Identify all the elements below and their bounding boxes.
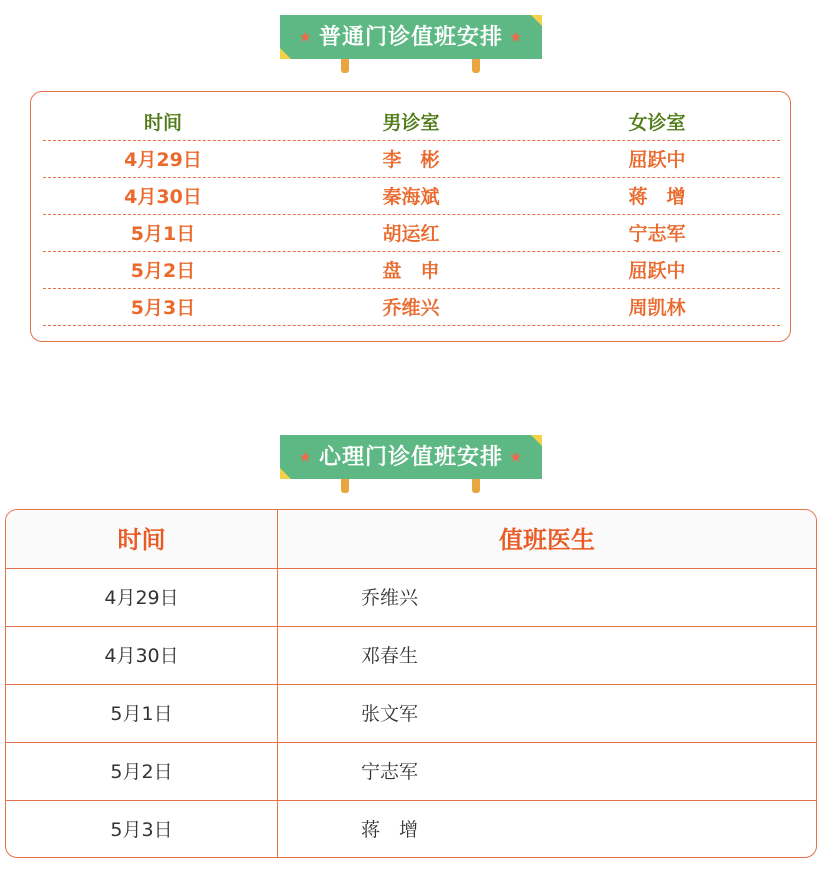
banner-peg [341,479,349,493]
table-header-row [43,104,780,141]
row-female-doctor: 蒋 增 [628,186,686,208]
general-title-text: 普通门诊值班安排 [318,25,503,50]
header-doctor: 值班医生 [499,526,595,554]
row-date: 5月1日 [130,223,196,245]
header-time: 时间 [143,112,182,134]
row-date: 4月30日 [124,186,202,208]
table-row [43,178,780,215]
table-header-row [6,510,816,569]
row-male-doctor: 秦海斌 [382,186,440,208]
psych-schedule-title [280,435,542,479]
row-date: 5月1日 [110,703,173,725]
table-row [6,743,816,801]
row-date: 4月30日 [104,645,179,667]
row-female-doctor: 宁志军 [628,223,686,245]
row-doctor: 乔维兴 [361,587,419,609]
general-schedule-table [30,91,791,342]
header-male-room: 男诊室 [382,112,440,134]
row-male-doctor: 盘 申 [382,260,440,282]
row-male-doctor: 乔维兴 [382,297,440,319]
star-icon: ★ [509,28,524,46]
table-row [43,141,780,178]
row-doctor: 张文军 [361,703,419,725]
banner-peg [472,59,480,73]
row-doctor: 蒋 增 [361,819,419,841]
table-row [6,801,816,858]
row-date: 5月2日 [130,260,196,282]
star-icon: ★ [298,28,313,46]
table-row [43,252,780,289]
table-row [6,569,816,627]
psych-schedule-banner [280,435,542,493]
table-row [43,289,780,326]
row-date: 5月3日 [110,819,173,841]
general-schedule-title [280,15,542,59]
row-date: 4月29日 [104,587,179,609]
table-row [6,627,816,685]
row-female-doctor: 周凯林 [628,297,686,319]
row-female-doctor: 屈跃中 [628,149,686,171]
row-doctor: 宁志军 [361,761,419,783]
row-date: 5月3日 [130,297,196,319]
row-date: 4月29日 [124,149,202,171]
row-male-doctor: 李 彬 [382,149,440,171]
psych-schedule-table [5,509,817,858]
table-row [43,215,780,252]
general-schedule-banner [280,15,542,73]
row-male-doctor: 胡运红 [382,223,440,245]
table-row [6,685,816,743]
column-divider [277,510,278,858]
row-doctor: 邓春生 [361,645,419,667]
row-female-doctor: 屈跃中 [628,260,686,282]
header-female-room: 女诊室 [628,112,686,134]
row-date: 5月2日 [110,761,173,783]
banner-peg [472,479,480,493]
star-icon: ★ [298,448,313,466]
banner-peg [341,59,349,73]
psych-title-text: 心理门诊值班安排 [318,445,503,470]
header-time: 时间 [117,526,166,554]
star-icon: ★ [509,448,524,466]
